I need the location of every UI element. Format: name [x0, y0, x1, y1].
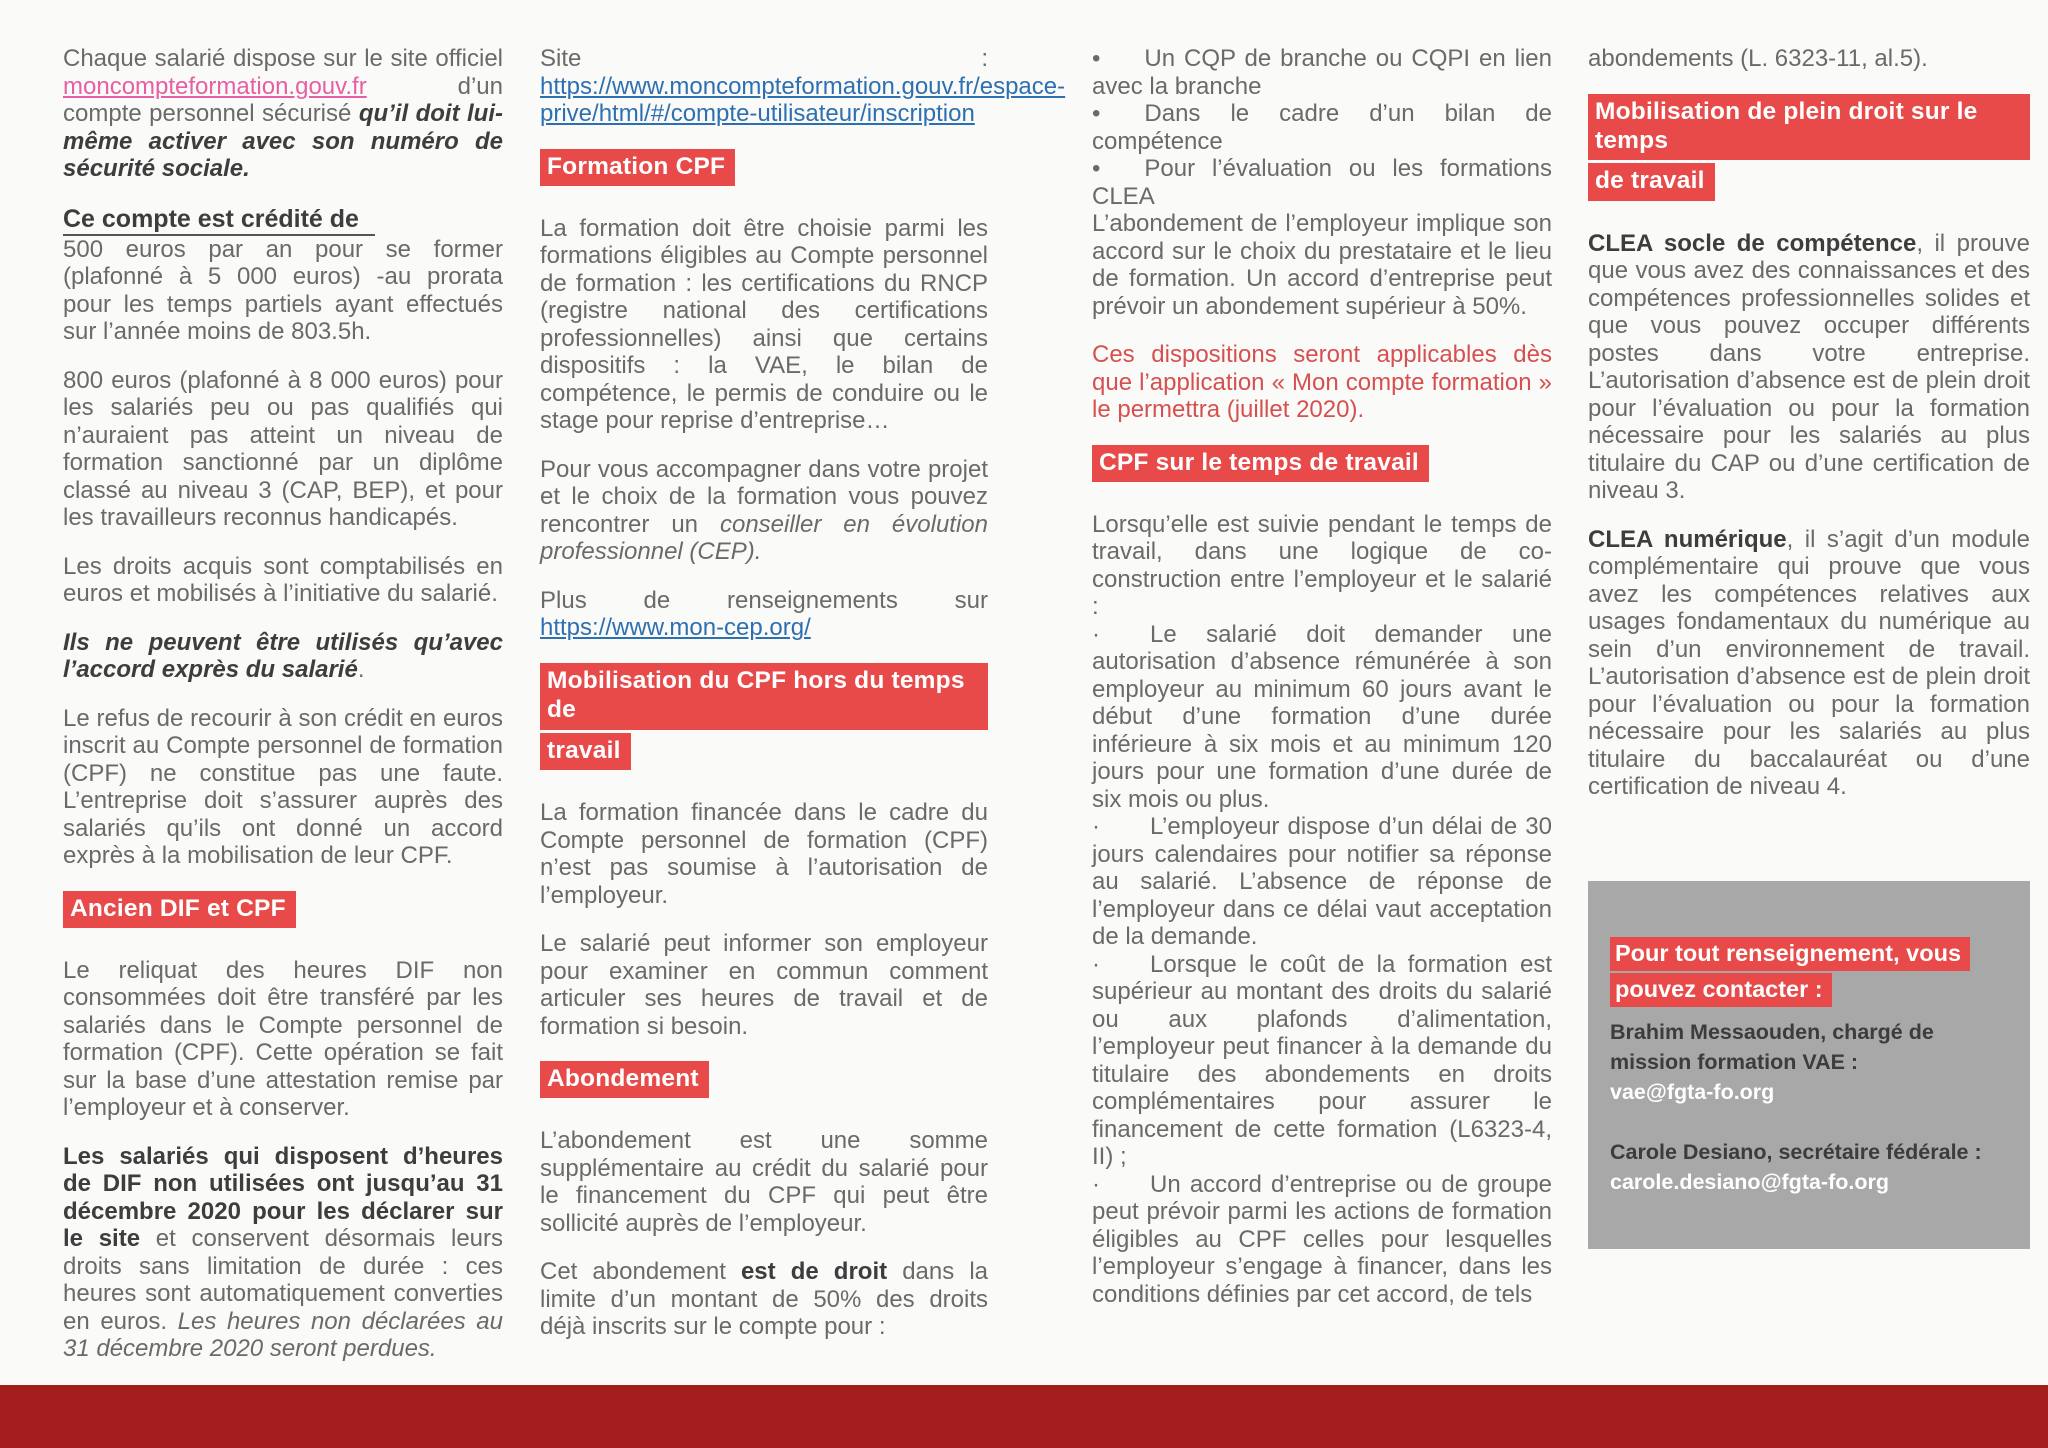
bullet-item [1092, 1171, 1552, 1309]
paragraph [63, 45, 503, 183]
text-run: Un CQP de branche ou CQPI en lien avec la branche [1092, 45, 1552, 100]
paragraph [540, 1258, 988, 1341]
vae-email: vae@fgta-fo.org [1610, 1080, 1775, 1105]
text-run: 800 euros (plafonné à 8 000 euros) pour les salariés peu ou pas qualifiés qui n’auraient pas atteint un niveau de formation sanctionné par un diplôme classé au niveau 3 (CAP, BEP), et pour les travailleurs reconnus handicapés. [63, 366, 503, 531]
underlined-heading-text: Ce compte est crédité de [63, 205, 375, 236]
paragraph [63, 705, 503, 870]
carole-email: carole.desiano@fgta-fo.org [1610, 1170, 1889, 1195]
section-heading-text: Ancien DIF et CPF [63, 891, 296, 928]
mon-cep-link[interactable]: https://www.mon-cep.org/ [540, 614, 811, 642]
paragraph [540, 45, 1066, 128]
bullet-dot: · [1092, 620, 1100, 648]
text-run: Pour vous accompagner dans votre projet et le choix de la formation vous pouvez rencontrer un [540, 455, 988, 538]
bullet-dot: • [1092, 155, 1101, 182]
column-1 [63, 45, 503, 1384]
paragraph [63, 553, 503, 608]
contact-line: Carole Desiano, secrétaire fédérale : [1610, 1140, 1982, 1165]
text-run: Le salarié doit demander une autorisation d’absence rémunérée à son employeur au minimum 60 jours avant le début d’une formation d’une durée inférieure à six mois et au minimum 120 jours pour une formation d’une durée de six mois ou plus. [1092, 620, 1552, 813]
bullet-item [1092, 813, 1552, 951]
section-heading-line [1588, 163, 2030, 203]
text-run: CLEA socle de compétence [1588, 229, 1917, 257]
text-run: La formation doit être choisie parmi les formations éligibles au Compte personnel de formation : les certifications du RNCP (registre national des certifications professionnelles) ainsi que certains dispositifs : la VAE, le bilan de compétence, le permis de conduire ou le stage pour reprise d’entreprise… [540, 214, 988, 435]
text-run: Cet abondement [540, 1258, 741, 1286]
text-run: Pour l’évaluation ou les formations CLEA [1092, 155, 1552, 210]
section-heading-line [540, 663, 988, 733]
paragraph [63, 367, 503, 532]
paragraph [63, 957, 503, 1122]
paragraph [540, 1127, 988, 1237]
text-run: Le refus de recourir à son crédit en euros inscrit au Compte personnel de formation (CPF) ne constitue pas une faute. L’entreprise doit s’assurer auprès des salariés qu’ils ont donné un accord exprès à la mobilisation de leur CPF. [63, 704, 503, 869]
contact-heading-text: pouvez contacter : [1610, 973, 1832, 1007]
text-run: Dans le cadre d’un bilan de compétence [1092, 100, 1552, 155]
section-heading [63, 891, 503, 931]
column-4 [1588, 45, 2030, 1249]
bullet-dot: · [1092, 1170, 1100, 1198]
text-run: 500 euros par an pour se former (plafonné à 5 000 euros) -au prorata pour les temps partiels ayant effectués sur l’année moins de 803.5h. [63, 235, 503, 345]
text-run: L’employeur dispose d’un délai de 30 jours calendaires pour notifier sa réponse au salarié. L’absence de réponse de l’employeur dans ce délai vaut acceptation de la demande. [1092, 813, 1552, 951]
section-heading-line [540, 149, 988, 189]
contact-heading-line [1610, 973, 2006, 1009]
text-run: Les heures non déclarées au 31 décembre 2020 seront perdues. [63, 1307, 503, 1363]
contact-line: Brahim Messaouden, chargé de mission formation VAE : [1610, 1020, 1934, 1075]
bullet-item [1092, 621, 1552, 814]
paragraph [1588, 526, 2030, 801]
section-heading-line [1588, 94, 2030, 164]
paragraph [1092, 210, 1552, 320]
column-3 [1092, 45, 1552, 1308]
paragraph [540, 456, 988, 566]
section-heading-text: Formation CPF [540, 149, 735, 186]
paragraph [63, 629, 503, 684]
text-run: . [357, 656, 365, 683]
paragraph [1588, 45, 2030, 73]
section-heading-line [1092, 445, 1552, 485]
paragraph [540, 215, 988, 435]
text-run: et conservent désormais leurs droits sans limitation de durée : ces heures sont automatiquement converties en euros. [63, 1225, 504, 1335]
section-heading-text: Abondement [540, 1061, 709, 1098]
text-run: qu’il doit lui-même activer avec son numéro de sécurité sociale. [63, 100, 503, 182]
bullet-dot: • [1092, 100, 1101, 127]
bullet-dot: · [1092, 950, 1100, 978]
bullet-item [1092, 45, 1552, 100]
text-run: conseiller en évolution professionnel (CEP). [540, 510, 988, 566]
text-run: Le salarié peut informer son employeur pour examiner en commun comment articuler ses heures de travail et de formation si besoin. [540, 930, 988, 1040]
contact-box-heading [1610, 937, 2006, 1009]
text-run: Le reliquat des heures DIF non consommées doit être transféré par les salariés dans le Compte personnel de formation (CPF). Cette opération se fait sur la base d’une attestation remise par l’employeur et à conserver. [63, 956, 503, 1122]
text-run: abondements (L. 6323-11, al.5). [1588, 45, 1928, 72]
section-heading-line [540, 733, 988, 773]
text-run: La formation financée dans le cadre du Compte personnel de formation (CPF) n’est pas soumise à l’autorisation de l’employeur. [540, 799, 988, 909]
section-heading-text: Mobilisation de plein droit sur le temps [1588, 94, 2030, 161]
section-heading-text: CPF sur le temps de travail [1092, 445, 1429, 482]
section-heading-line [540, 1061, 988, 1101]
paragraph [1092, 511, 1552, 621]
section-heading-text: Mobilisation du CPF hors du temps de [540, 663, 988, 730]
text-run: Lorsqu’elle est suivie pendant le temps de travail, dans une logique de co-construction entre l’employeur et le salarié : [1092, 510, 1552, 621]
paragraph [540, 930, 988, 1040]
text-run: , il prouve que vous avez des connaissances et des compétences professionnelles solides et que vous pouvez occuper différents postes dans votre entreprise. L’autorisation d’absence est de plein droit pour l’évaluation ou pour la formation nécessaire pour les salariés au plus titulaire du CAP ou d’une certification de niveau 3. [1588, 229, 2030, 505]
text-run: Chaque salarié dispose sur le site officiel [63, 45, 503, 72]
text-run: , il s’agit d’un module complémentaire qui prouve que vous avez les compétences relatives aux usages fondamentaux du numérique au sein d’un environnement de travail. L’autorisation d’absence est de plein droit pour l’évaluation ou pour la formation nécessaire pour les salariés au plus titulaire du baccalauréat ou d’une certification de niveau 4. [1588, 525, 2030, 801]
bullet-dot: • [1092, 45, 1101, 72]
section-heading [540, 663, 988, 773]
text-run: Un accord d’entreprise ou de groupe peut prévoir parmi les actions de formation éligibles au CPF celles pour lesquelles l’employeur s’engage à financer, dans les conditions définies par cet accord, de tels [1092, 1170, 1552, 1308]
paragraph [63, 236, 503, 346]
text-run: Ils ne peuvent être utilisés qu’avec l’accord exprès du salarié [63, 628, 503, 683]
section-heading [1588, 94, 2030, 204]
paragraph [63, 1143, 503, 1363]
text-run: d’un compte personnel sécurisé [63, 72, 503, 127]
text-run: dans la limite d’un montant de 50% des droits déjà inscrits sur le compte pour : [540, 1258, 989, 1341]
section-heading [1092, 445, 1552, 485]
paragraph [1588, 230, 2030, 505]
bullet-item [1092, 951, 1552, 1171]
section-heading-line [63, 891, 503, 931]
bullet-item [1092, 155, 1552, 210]
paragraph [540, 799, 988, 909]
footer-band [0, 1385, 2048, 1448]
text-run: L’abondement de l’employeur implique son accord sur le choix du prestataire et le lieu de formation. Un accord d’entreprise peut prévoir un abondement supérieur à 50%. [1092, 210, 1552, 320]
text-run: L’abondement est une somme supplémentaire au crédit du salarié pour le financement du CPF qui peut être sollicité auprès de l’employeur. [540, 1127, 988, 1237]
spacer [1610, 1107, 2006, 1137]
inscription-link[interactable]: https://www.moncompteformation.gouv.fr/espace-prive/html/#/compte-utilisateur/inscription [540, 72, 1066, 127]
bullet-item [1092, 100, 1552, 155]
text-run: est de droit [740, 1258, 888, 1286]
text-run: Ces dispositions seront applicables dès que l’application « Mon compte formation » le permettra (juillet 2020). [1092, 341, 1552, 423]
text-run: Les droits acquis sont comptabilisés en euros et mobilisés à l’initiative du salarié. [63, 552, 503, 607]
section-heading-text: travail [540, 733, 631, 770]
contact-box [1588, 881, 2030, 1249]
text-run: Plus de renseignements sur [540, 586, 988, 614]
text-run: Les salariés qui disposent d’heures de DIF non utilisées ont jusqu’au 31 décembre 2020 pour les déclarer sur le site [63, 1142, 503, 1253]
contact-heading-line [1610, 937, 2006, 973]
contact-heading-text: Pour tout renseignement, vous [1610, 937, 1970, 971]
text-run: Lorsque le coût de la formation est supérieur au montant des droits du salarié ou aux plafonds d’alimentation, l’employeur peut financer à la demande du titulaire des abondements en droits complémentaires pour assurer le financement de cette formation (L6323-4, II) ; [1092, 950, 1552, 1171]
moncompteformation-link[interactable]: moncompteformation.gouv.fr [63, 72, 367, 100]
text-run: CLEA numérique [1588, 525, 1787, 553]
section-heading [540, 149, 988, 189]
text-run: Site : [540, 45, 988, 72]
paragraph [540, 587, 988, 642]
section-heading [540, 1061, 988, 1101]
red-note-paragraph [1092, 341, 1552, 424]
underlined-heading [63, 205, 503, 234]
column-2 [540, 45, 1066, 1362]
section-heading-text: de travail [1588, 163, 1715, 200]
bullet-dot: · [1092, 813, 1100, 841]
